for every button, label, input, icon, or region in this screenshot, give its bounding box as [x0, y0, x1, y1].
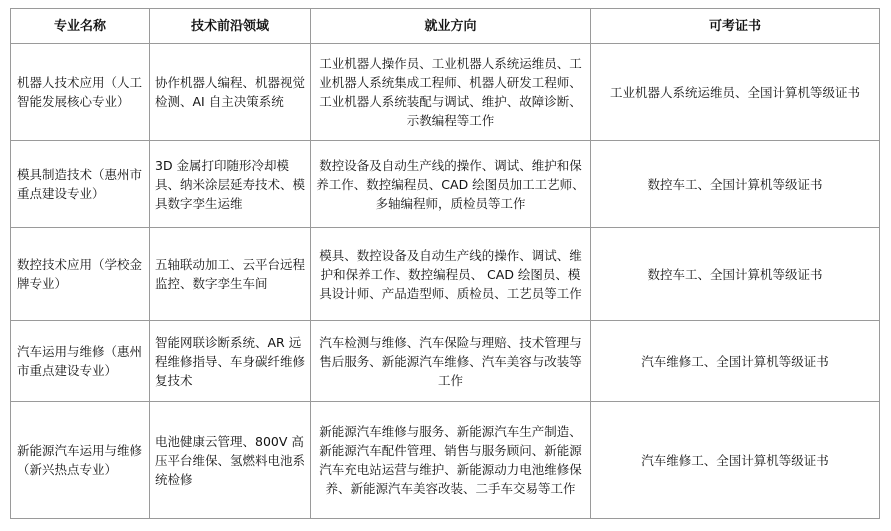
cell-certificate: 数控车工、全国计算机等级证书 — [591, 141, 880, 228]
page-wrapper — [10, 8, 880, 519]
cell-major: 数控技术应用（学校金牌专业） — [11, 228, 150, 321]
majors-table — [10, 8, 880, 519]
cell-certificate: 数控车工、全国计算机等级证书 — [591, 228, 880, 321]
cell-frontier: 五轴联动加工、云平台远程监控、数字孪生车间 — [150, 228, 311, 321]
cell-frontier: 智能网联诊断系统、AR 远程维修指导、车身碳纤维修复技术 — [150, 321, 311, 402]
cell-frontier: 协作机器人编程、机器视觉检测、AI 自主决策系统 — [150, 44, 311, 141]
cell-certificate: 工业机器人系统运维员、全国计算机等级证书 — [591, 44, 880, 141]
cell-major: 机器人技术应用（人工智能发展核心专业） — [11, 44, 150, 141]
header-certificate: 可考证书 — [591, 9, 880, 44]
cell-career: 模具、数控设备及自动生产线的操作、调试、维护和保养工作、数控编程员、 CAD 绘图员、模具设计师、产品造型师、质检员、工艺员等工作 — [311, 228, 591, 321]
header-major: 专业名称 — [11, 9, 150, 44]
table-row — [11, 402, 880, 519]
table-header-row — [11, 9, 880, 44]
header-career: 就业方向 — [311, 9, 591, 44]
header-frontier: 技术前沿领域 — [150, 9, 311, 44]
cell-frontier: 电池健康云管理、800V 高压平台维保、氢燃料电池系统检修 — [150, 402, 311, 519]
cell-certificate: 汽车维修工、全国计算机等级证书 — [591, 321, 880, 402]
cell-career: 汽车检测与维修、汽车保险与理赔、技术管理与售后服务、新能源汽车维修、汽车美容与改装等工作 — [311, 321, 591, 402]
cell-career: 工业机器人操作员、工业机器人系统运维员、工业机器人系统集成工程师、机器人研发工程师、工业机器人系统装配与调试、维护、故障诊断、示教编程等工作 — [311, 44, 591, 141]
cell-major: 新能源汽车运用与维修（新兴热点专业） — [11, 402, 150, 519]
table-row — [11, 321, 880, 402]
table-row — [11, 141, 880, 228]
cell-major: 模具制造技术（惠州市重点建设专业） — [11, 141, 150, 228]
cell-major: 汽车运用与维修（惠州市重点建设专业） — [11, 321, 150, 402]
cell-career: 新能源汽车维修与服务、新能源汽车生产制造、新能源汽车配件管理、销售与服务顾问、新能源汽车充电站运营与维护、新能源动力电池维修保养、新能源汽车美容改装、二手车交易等工作 — [311, 402, 591, 519]
cell-frontier: 3D 金属打印随形冷却模具、纳米涂层延寿技术、模具数字孪生运维 — [150, 141, 311, 228]
table-row — [11, 44, 880, 141]
cell-certificate: 汽车维修工、全国计算机等级证书 — [591, 402, 880, 519]
table-row — [11, 228, 880, 321]
cell-career: 数控设备及自动生产线的操作、调试、维护和保养工作、数控编程员、CAD 绘图员加工工艺师、多轴编程师，质检员等工作 — [311, 141, 591, 228]
